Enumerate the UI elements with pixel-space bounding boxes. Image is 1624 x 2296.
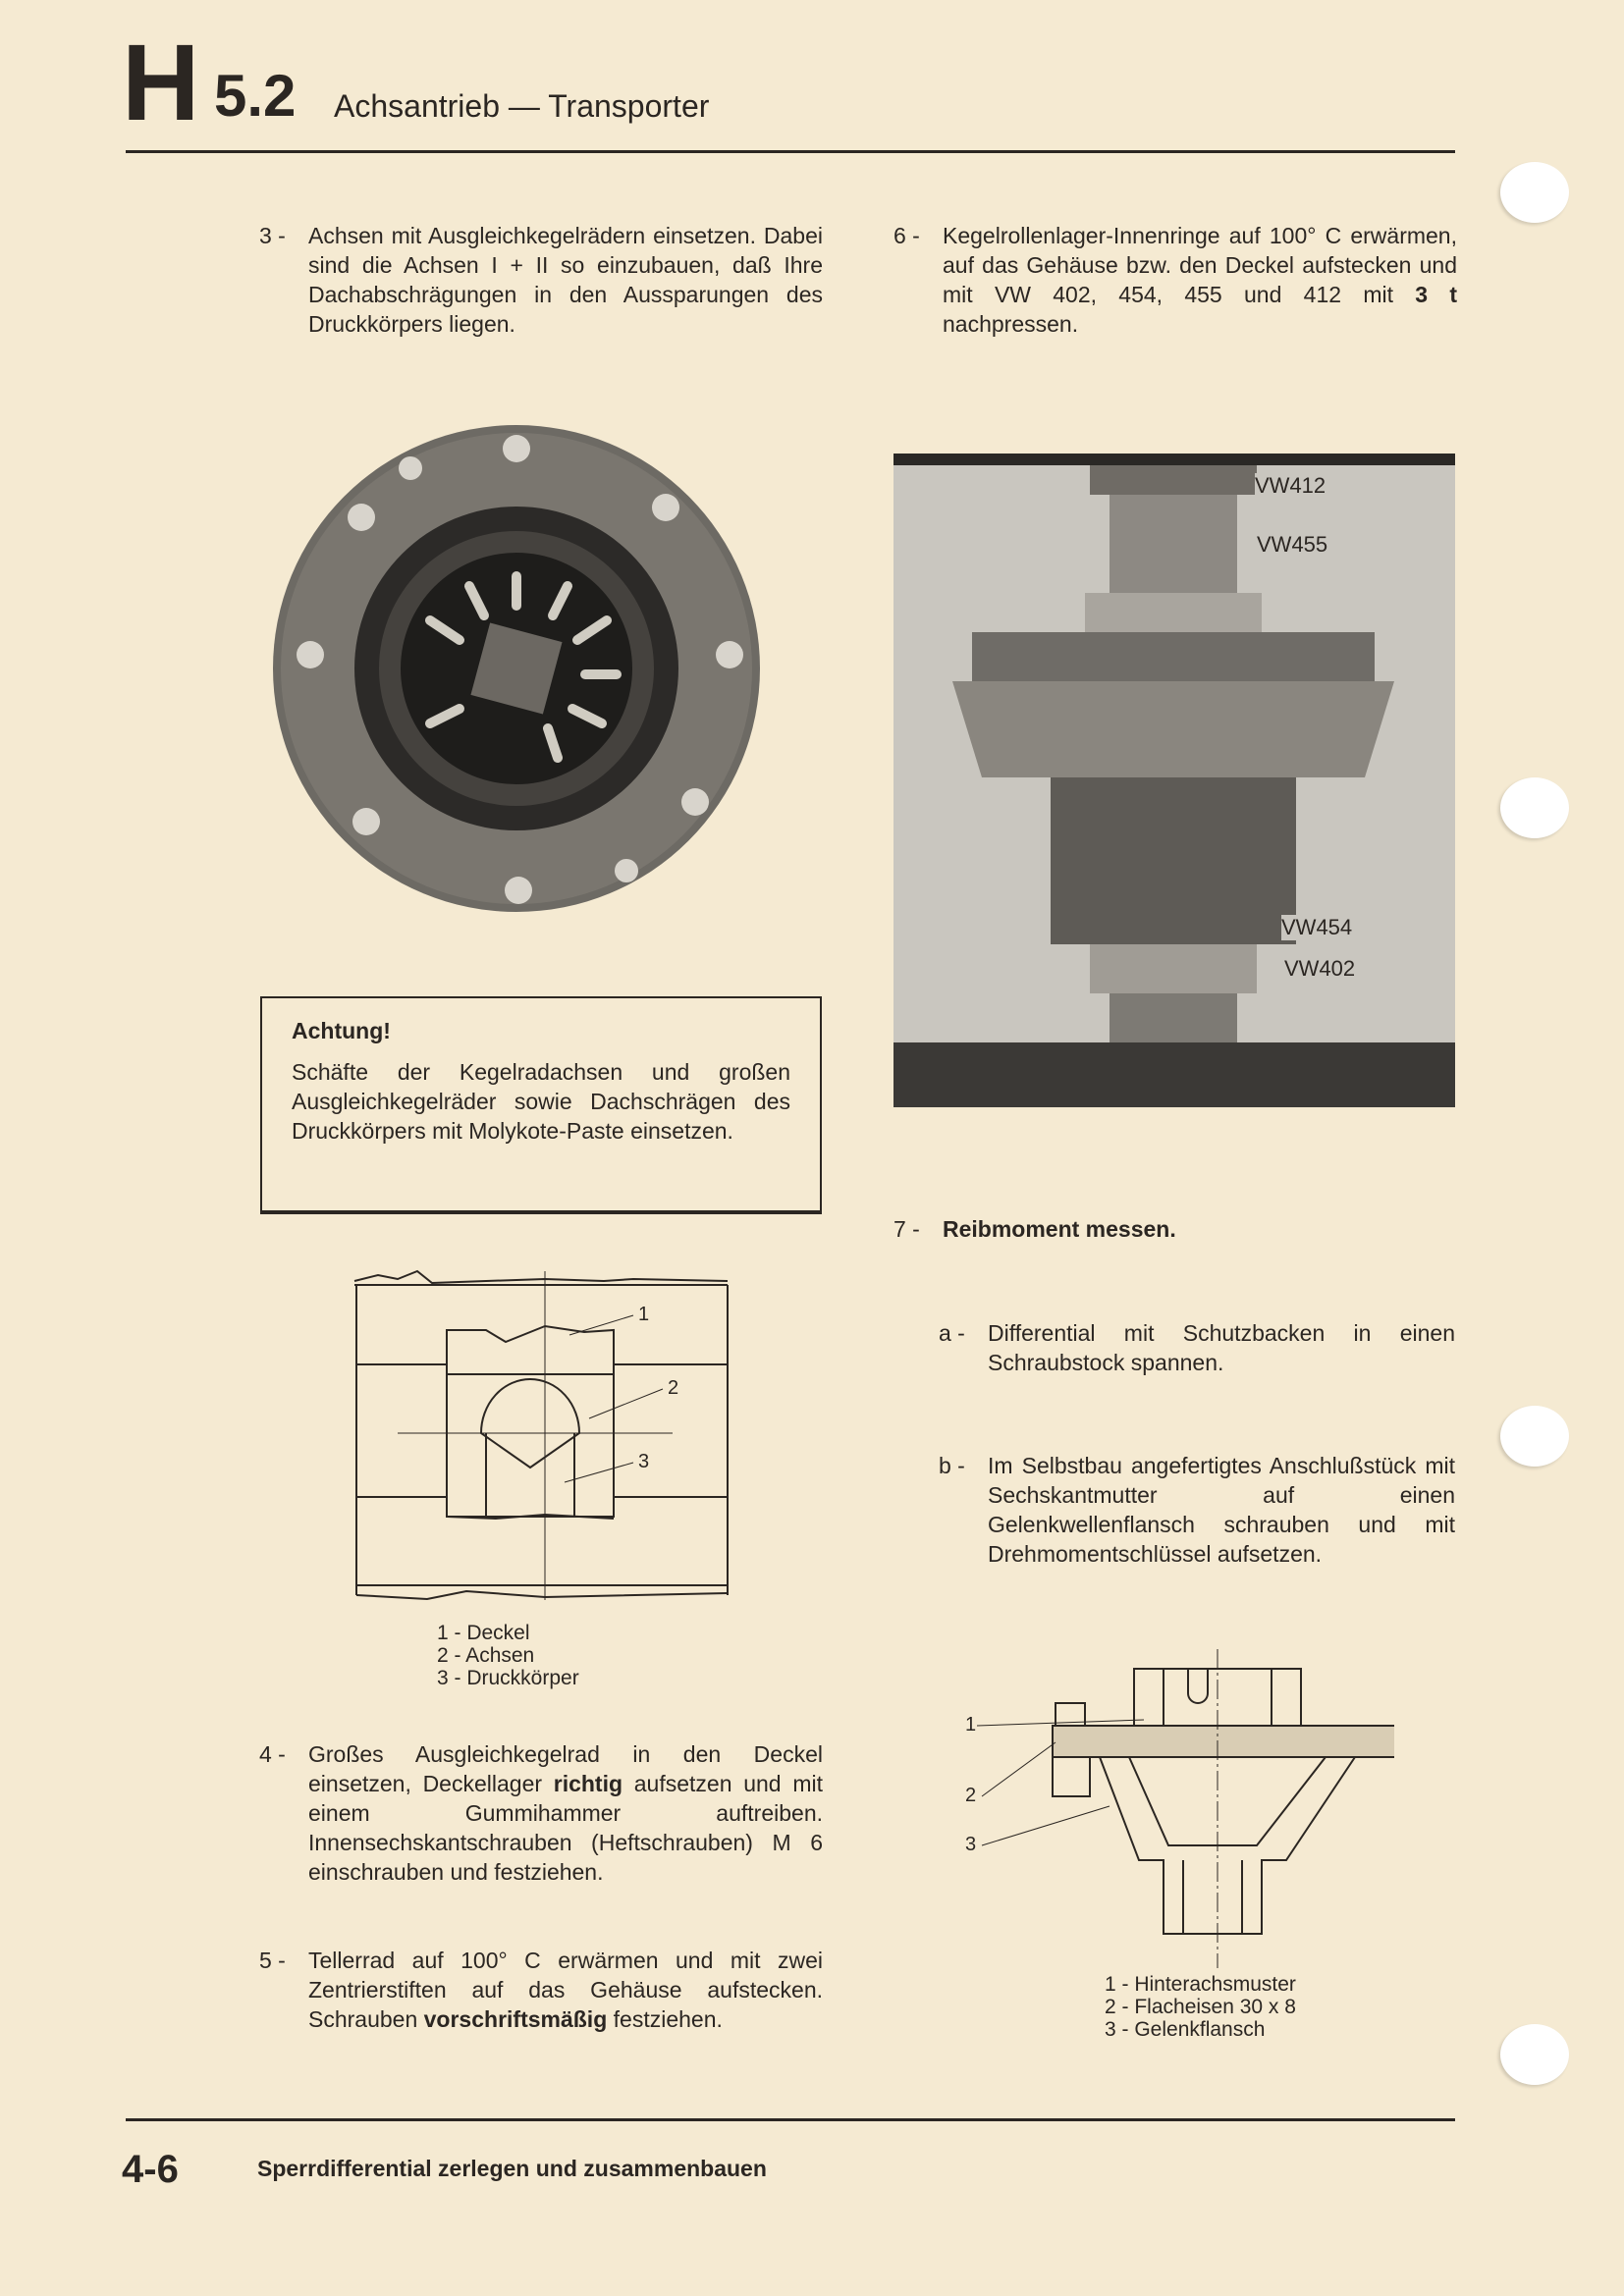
callout-3: 3 bbox=[965, 1834, 977, 1855]
step-number: 6 - bbox=[893, 223, 920, 248]
legend-item: 1 - Deckel bbox=[437, 1622, 530, 1644]
legend-item: 1 - Hinterachsmuster bbox=[1105, 1973, 1296, 1996]
footer-title: Sperrdifferential zerlegen und zusammenbauen bbox=[257, 2156, 767, 2181]
diagram1-legend bbox=[437, 1622, 579, 1689]
step-7 bbox=[893, 1214, 1457, 1244]
step-number: 5 - bbox=[259, 1948, 286, 1973]
step-text-bold: richtig bbox=[553, 1771, 623, 1796]
punch-hole bbox=[1500, 2024, 1569, 2085]
legend-item: 2 - Achsen bbox=[437, 1644, 535, 1667]
step-6 bbox=[893, 221, 1457, 339]
step-text: aufsetzen und mit einem Gummihammer auftreiben. Innensechskantschrauben (Heftschrauben) M 6 einschrauben und festziehen. bbox=[308, 1771, 823, 1885]
callout-2: 2 bbox=[668, 1377, 679, 1399]
legend-item: 3 - Gelenkflansch bbox=[1105, 2018, 1266, 2041]
step-text: Tellerrad auf 100° C erwärmen und mit zwei Zentrierstiften auf das Gehäuse aufstecken. Schrauben bbox=[308, 1948, 823, 2032]
notice-box bbox=[260, 996, 822, 1212]
notice-text: Schäfte der Kegelradachsen und großen Ausgleichkegelräder sowie Dachschrägen des Druckkörpers mit Molykote-Paste einsetzen. bbox=[292, 1059, 790, 1144]
step-number: 3 - bbox=[259, 223, 286, 248]
section-letter: H bbox=[122, 23, 200, 143]
step-text-bold: 3 t bbox=[1415, 282, 1457, 307]
step-text: Achsen mit Ausgleichkegelrädern einsetzen. Dabei sind die Achsen I + II so einzubauen, daß Ihre Dachabschrägungen in den Aussparungen des Druckkörpers liegen. bbox=[308, 223, 823, 337]
punch-hole bbox=[1500, 777, 1569, 838]
step-text: Im Selbstbau angefertigtes Anschlußstück mit Sechskantmutter auf einen Gelenkwellenflansch schrauben und mit Drehmomentschlüssel aufsetzen. bbox=[988, 1453, 1455, 1567]
step-text: festziehen. bbox=[607, 2006, 723, 2032]
step-4 bbox=[259, 1739, 823, 1887]
callout-3: 3 bbox=[638, 1451, 650, 1472]
photo-differential-housing bbox=[273, 409, 760, 928]
step-number: 4 - bbox=[259, 1741, 286, 1767]
step-number: a - bbox=[939, 1320, 965, 1346]
step-text: Kegelrollenlager-Innenringe auf 100° C erwärmen, auf das Gehäuse bzw. den Deckel aufstecken und mit VW 402, 454, 455 und 412 mit bbox=[943, 223, 1457, 307]
punch-hole bbox=[1500, 1406, 1569, 1467]
footer-rule bbox=[126, 2118, 1455, 2121]
tool-label: VW454 bbox=[1281, 915, 1353, 939]
step-3 bbox=[259, 221, 823, 339]
legend-item: 2 - Flacheisen 30 x 8 bbox=[1105, 1996, 1296, 2018]
photo-press-setup bbox=[893, 454, 1455, 1107]
step-text: nachpressen. bbox=[943, 311, 1079, 337]
header-rule bbox=[126, 150, 1455, 153]
tool-label: VW455 bbox=[1257, 532, 1328, 557]
diagram-adapter-section bbox=[962, 1649, 1394, 1973]
notice-title: Achtung! bbox=[292, 1018, 391, 1043]
punch-hole bbox=[1500, 162, 1569, 223]
tool-label: VW402 bbox=[1284, 956, 1356, 981]
step-text: Differential mit Schutzbacken in einen Schraubstock spannen. bbox=[988, 1320, 1455, 1375]
step-text: Reibmoment messen. bbox=[943, 1216, 1176, 1242]
diagram2-legend bbox=[1105, 1973, 1296, 2041]
step-7b bbox=[939, 1451, 1455, 1569]
callout-1: 1 bbox=[965, 1714, 977, 1735]
page-number: 4-6 bbox=[122, 2148, 179, 2191]
diagram-axle-section bbox=[349, 1261, 741, 1605]
step-number: 7 - bbox=[893, 1216, 920, 1242]
step-text: Großes Ausgleichkegelrad in den Deckel einsetzen, Deckellager bbox=[308, 1741, 823, 1796]
callout-1: 1 bbox=[638, 1304, 650, 1325]
step-text-bold: vorschriftsmäßig bbox=[423, 2006, 608, 2032]
step-5 bbox=[259, 1946, 823, 2034]
section-number: 5.2 bbox=[214, 63, 297, 129]
step-number: b - bbox=[939, 1453, 965, 1478]
legend-item: 3 - Druckkörper bbox=[437, 1667, 579, 1689]
page-title: Achsantrieb — Transporter bbox=[334, 88, 710, 124]
tool-label: VW412 bbox=[1255, 473, 1326, 498]
press-illustration bbox=[893, 454, 1455, 1107]
step-7a bbox=[939, 1318, 1455, 1377]
callout-2: 2 bbox=[965, 1785, 977, 1806]
